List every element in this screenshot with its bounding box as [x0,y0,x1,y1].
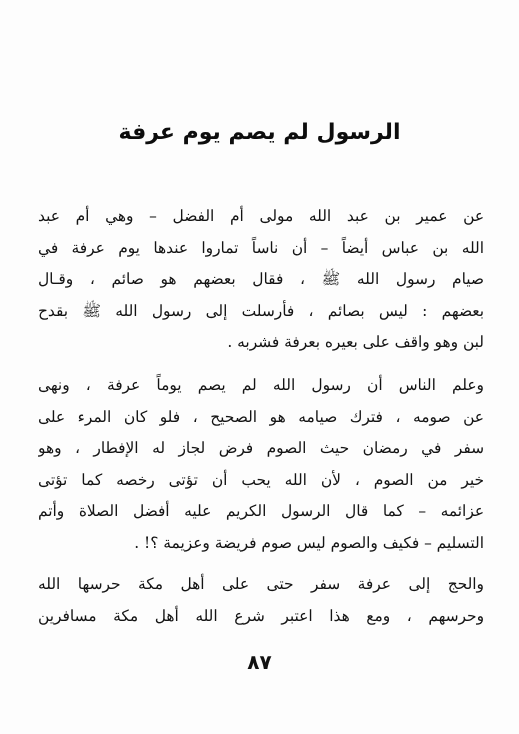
text-line: والحج إلى عرفة سفر حتى على أهل مكة حرسها الله [38,575,484,593]
text-line: وحرسهم ، ومع هذا اعتبر شرع الله أهل مكة مسافرين [38,606,484,625]
text-line: عن صومه ، فترك صيامه هو الصحيح ، فلو كان المرء على [38,407,484,426]
text-line: الله بن عباس أيضاً – أن ناساً تماروا عندها يوم عرفة في [38,238,484,257]
text-line: صيام رسول الله ﷺ ، فقال بعضهم هو صائم ، وقـال [38,270,484,288]
text-line: التسليم – فكيف والصوم ليس صوم فريضة وعزيمة ؟! . [134,533,484,552]
text-line: بعضهم : ليس بصائم ، فأرسلت إلى رسول الله ﷺ بقدح [38,301,484,320]
text-line: عزائمه – كما قال الرسول الكريم عليه أفضل الصلاة وأتم [38,502,484,520]
text-line: سفر في رمضان حيث الصوم فرض لجاز له الإفطار ، وهو [38,439,484,457]
text-line: خير من الصوم ، لأن الله يحب أن تؤتى رخصه كما تؤتى [38,470,484,489]
paragraph-2 [38,370,484,559]
text-line: وعلم الناس أن رسول الله لم يصم يوماً عرفة ، ونهى [38,376,484,394]
page-number: ٨٧ [247,650,272,674]
text-line: عن عمير بن عبد الله مولى أم الفضل – وهي أم عبد [38,207,484,225]
paragraph-3 [38,569,484,632]
paragraph-1 [38,201,484,359]
chapter-title: الرسول لم يصم يوم عرفة [118,120,401,145]
text-line: لبن وهو واقف على بعيره بعرفة فشربه . [227,333,484,351]
